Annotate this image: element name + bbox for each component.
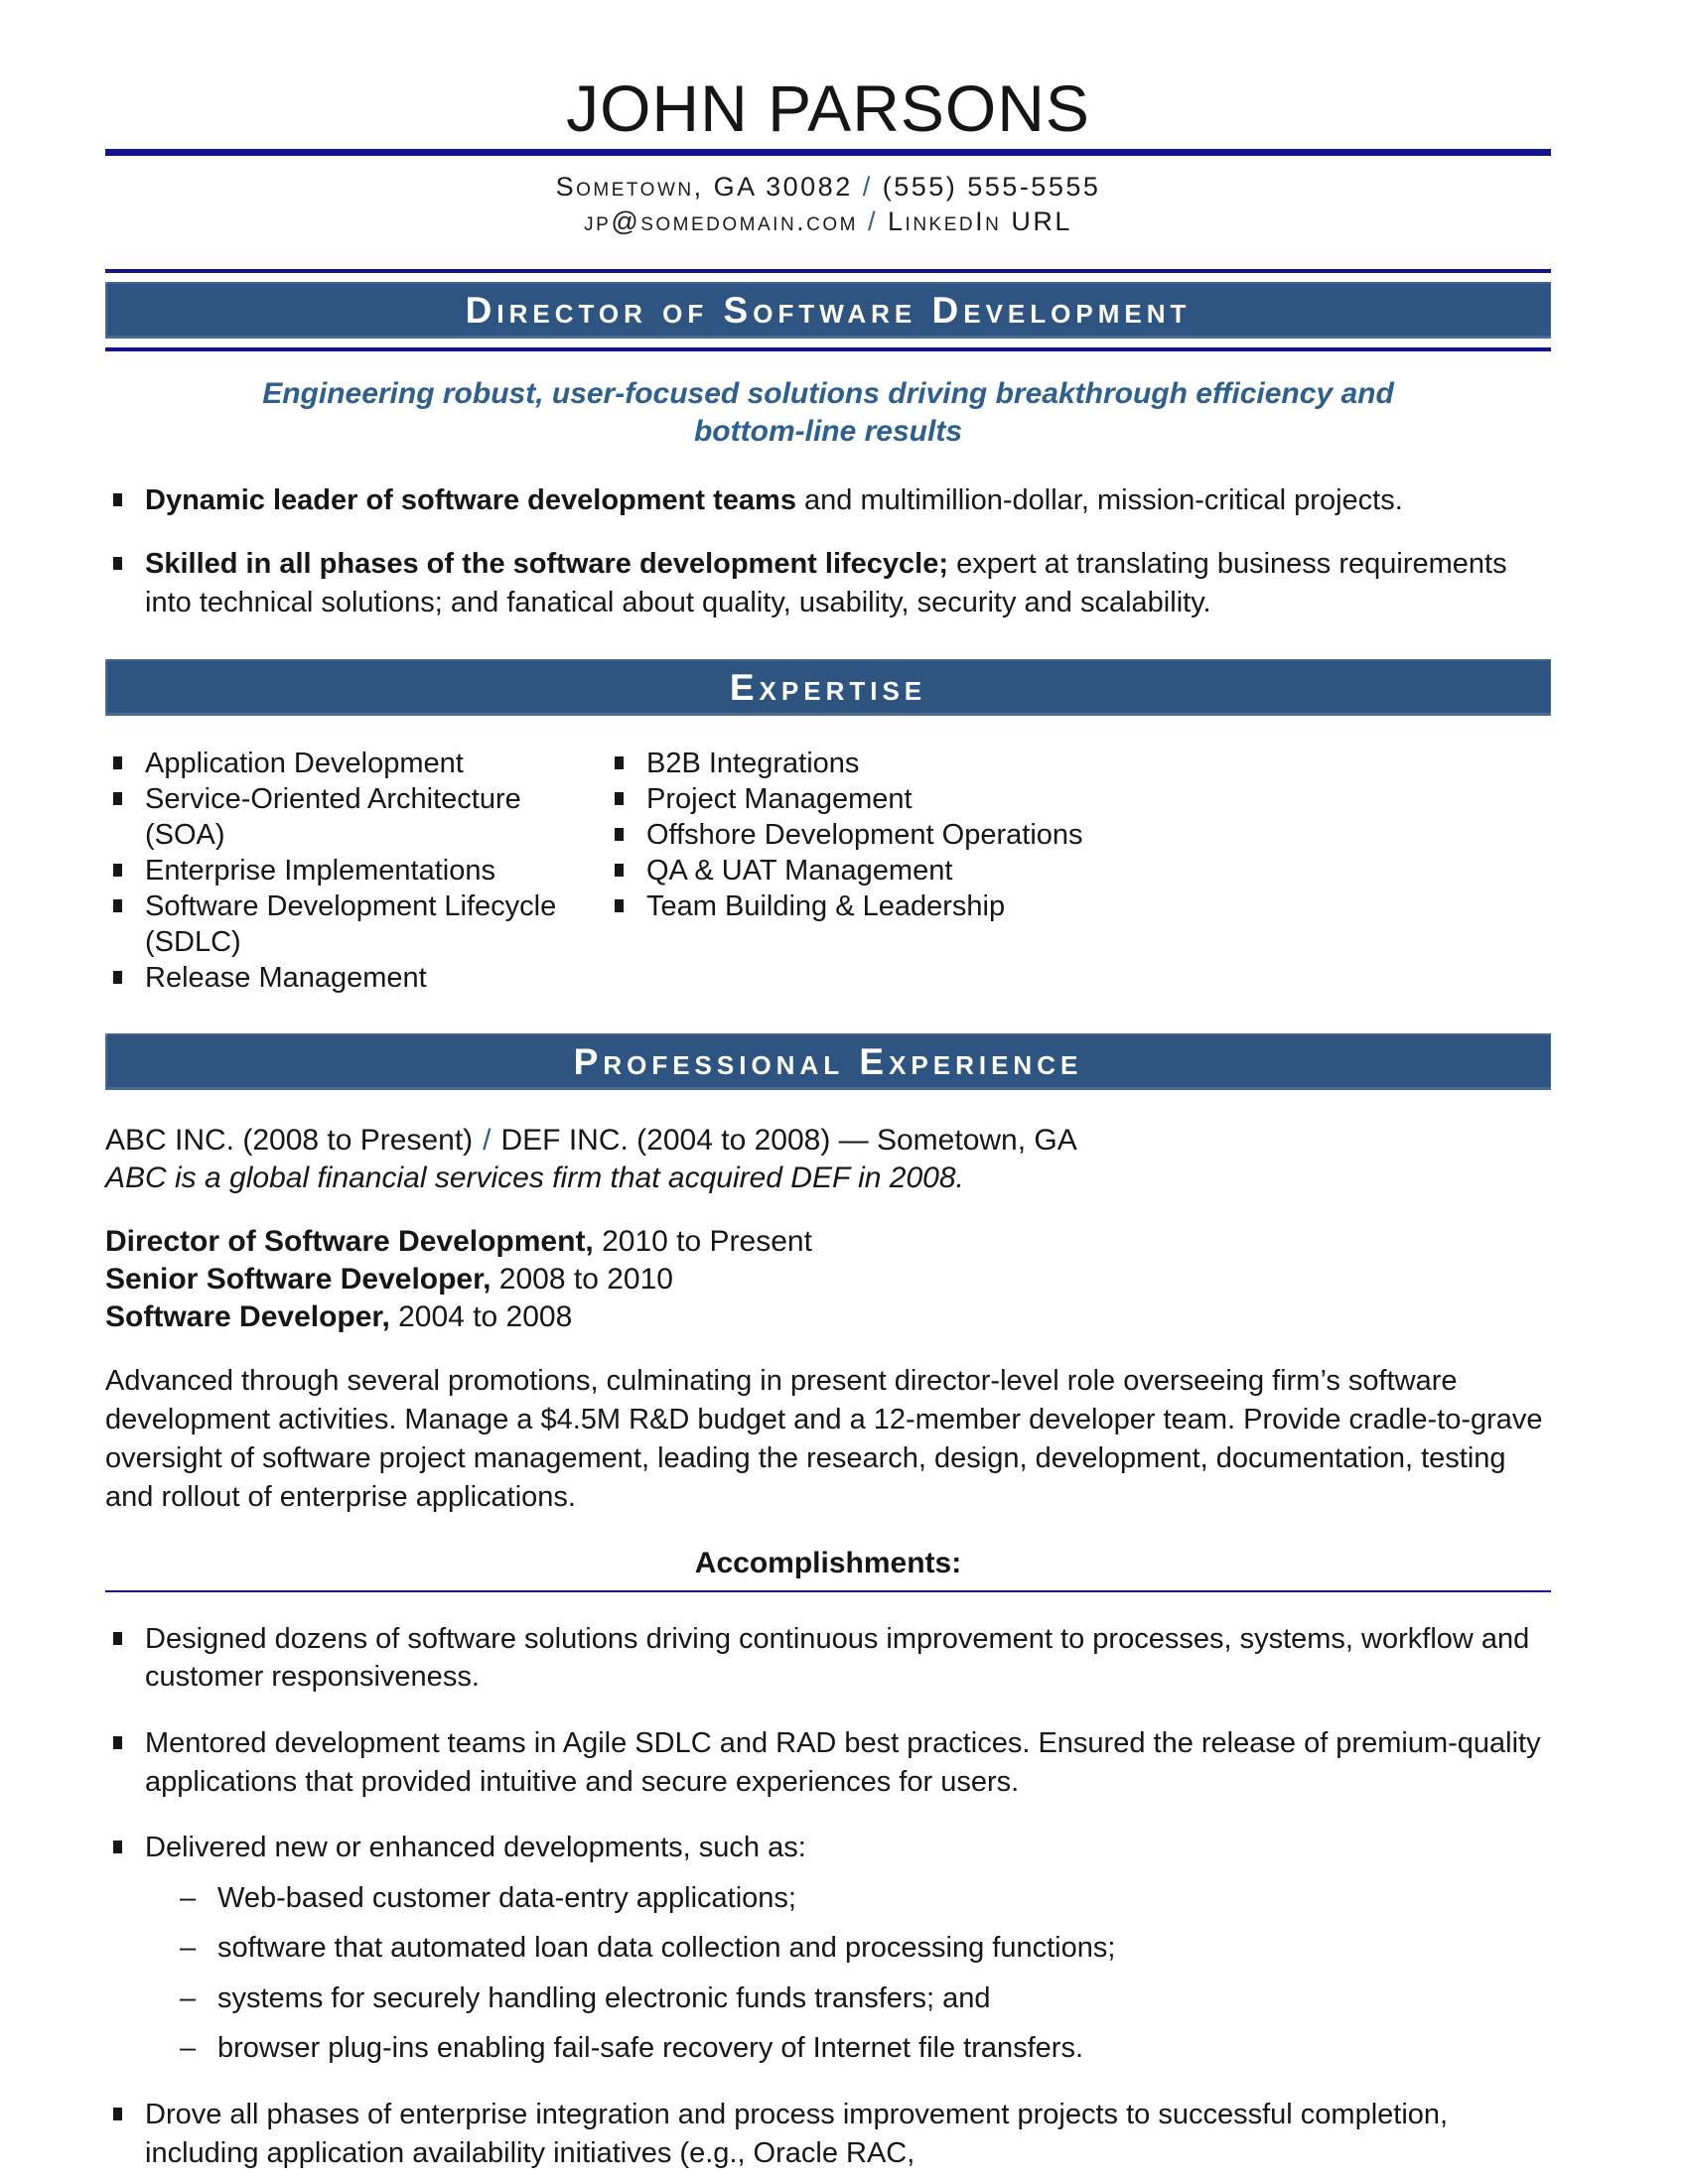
summary-item-text: and multimillion-dollar, mission-critical projects. — [795, 483, 1403, 516]
bullet-marker — [615, 756, 624, 769]
role-title: Senior Software Developer, — [105, 1263, 492, 1297]
expertise-item — [105, 888, 607, 960]
sub-bullet-item — [145, 2029, 1551, 2068]
expertise-item-text: Enterprise Implementations — [145, 855, 495, 887]
contact-line-2 — [105, 205, 1551, 239]
company-note: ABC is a global financial services firm that acquired DEF in 2008. — [105, 1161, 964, 1195]
bullet-marker — [615, 828, 624, 841]
sub-bullet-item — [145, 1879, 1551, 1918]
expertise-item — [105, 960, 607, 996]
contact-email: jp@somedomain.com — [584, 206, 859, 236]
bullet-marker — [113, 899, 122, 912]
contact-info — [105, 170, 1551, 239]
title-band-text: Director of Software Development — [465, 290, 1192, 331]
accomplishment-text: Mentored development teams in Agile SDLC and RAD best practices. Ensured the release of premium-quality applications that provided intuitive and secure experiences for users. — [145, 1727, 1541, 1798]
expertise-heading: Expertise — [729, 667, 927, 709]
bullet-marker — [615, 864, 624, 877]
accomplishment-text: Designed dozens of software solutions driving continuous improvement to processes, systems, workflow and customer responsiveness. — [145, 1622, 1530, 1694]
experience-block — [105, 1122, 1551, 2172]
expertise-item — [607, 781, 1551, 817]
company-line — [105, 1122, 1551, 1160]
expertise-item — [607, 817, 1551, 853]
sub-bullet-list — [145, 1879, 1551, 2068]
experience-summary: Advanced through several promotions, culminating in present director-level role overseeing firm’s software development activities. Manage a $4.5M R&D budget and a 12-member developer team. Provide cradle-to-grave oversight of software project management, leading the research, design, development, documentation, testing and rollout of enterprise applications. — [105, 1365, 1543, 1514]
sub-bullet-text: browser plug-ins enabling fail-safe recovery of Internet file transfers. — [217, 2032, 1084, 2065]
bullet-marker — [113, 864, 122, 877]
accomplishment-item — [105, 1829, 1551, 2068]
bullet-marker — [113, 756, 122, 769]
expertise-item — [607, 746, 1551, 781]
experience-heading: Professional Experience — [573, 1041, 1083, 1083]
candidate-name: JOHN PARSONS — [566, 71, 1090, 145]
bullet-marker — [113, 1632, 122, 1645]
summary-item — [105, 545, 1551, 621]
dash-marker: – — [180, 1881, 197, 1914]
dash-marker: – — [180, 1932, 197, 1965]
role-line — [105, 1298, 1551, 1336]
contact-location: Sometown, GA 30082 — [555, 172, 853, 202]
sub-bullet-text: Web-based customer data-entry applications; — [217, 1881, 796, 1914]
expertise-item-text: Software Development Lifecycle (SDLC) — [145, 890, 557, 959]
bullet-marker — [113, 792, 122, 805]
contact-separator: / — [868, 206, 879, 236]
expertise-item-text: B2B Integrations — [646, 748, 860, 780]
role-title: Director of Software Development, — [105, 1225, 594, 1259]
bullet-marker — [113, 557, 122, 570]
contact-linkedin: LinkedIn URL — [888, 206, 1072, 236]
summary-item — [105, 481, 1551, 520]
expertise-item-text: QA & UAT Management — [646, 855, 953, 887]
accomplishment-item — [105, 2096, 1551, 2172]
roles-list — [105, 1223, 1551, 1336]
contact-line-1 — [105, 170, 1551, 205]
bullet-marker — [113, 2108, 122, 2120]
accomplishment-text: Drove all phases of enterprise integration and process improvement projects to successful completion, including application availability initiatives (e.g., Oracle RAC, — [145, 2098, 1449, 2169]
expertise-columns — [105, 746, 1551, 996]
expertise-band — [105, 659, 1551, 716]
tagline: Engineering robust, user-focused solutions driving breakthrough efficiency and bottom-line results — [262, 377, 1394, 449]
expertise-list-left — [105, 746, 607, 996]
summary-item-text: expert at translating business requirements into technical solutions; and fanatical about quality, usability, security and scalability. — [145, 548, 1507, 618]
role-dates: 2008 to 2010 — [491, 1263, 673, 1297]
role-line — [105, 1261, 1551, 1298]
expertise-item — [105, 853, 607, 888]
title-band-group — [105, 269, 1551, 351]
bullet-marker — [113, 1736, 122, 1749]
bullet-marker — [615, 792, 624, 805]
sub-bullet-item — [145, 1979, 1551, 2018]
expertise-item — [607, 888, 1551, 924]
title-band-rule-bottom — [105, 347, 1551, 351]
header-rule — [105, 149, 1551, 156]
company-secondary: DEF INC. (2004 to 2008) — Sometown, GA — [500, 1124, 1077, 1158]
accomplishments-heading: Accomplishments: — [105, 1547, 1551, 1592]
expertise-item-text: Application Development — [145, 748, 464, 780]
bullet-marker — [615, 899, 624, 912]
company-primary: ABC INC. (2008 to Present) — [105, 1124, 474, 1158]
bullet-marker — [113, 971, 122, 984]
role-dates: 2004 to 2008 — [389, 1300, 573, 1334]
bullet-marker — [113, 1841, 122, 1853]
accomplishment-item — [105, 1620, 1551, 1697]
expertise-item-text: Project Management — [646, 783, 913, 816]
accomplishments-list — [105, 1620, 1551, 2172]
sub-bullet-text: systems for securely handling electronic funds transfers; and — [217, 1981, 991, 2014]
accomplishment-item — [105, 1724, 1551, 1801]
expertise-item-text: Offshore Development Operations — [646, 819, 1083, 852]
expertise-item-text: Team Building & Leadership — [646, 890, 1006, 923]
sub-bullet-item — [145, 1929, 1551, 1968]
role-line — [105, 1223, 1551, 1261]
expertise-item — [607, 853, 1551, 888]
expertise-item — [105, 781, 607, 853]
dash-marker: – — [180, 2032, 197, 2065]
title-band — [105, 282, 1551, 339]
contact-phone: (555) 555-5555 — [882, 172, 1101, 202]
role-title: Software Developer, — [105, 1300, 390, 1334]
expertise-item — [105, 746, 607, 781]
bullet-marker — [113, 493, 122, 506]
dash-marker: – — [180, 1981, 197, 2014]
experience-band — [105, 1033, 1551, 1090]
role-dates: 2010 to Present — [593, 1225, 812, 1259]
contact-separator: / — [862, 172, 873, 202]
summary-item-bold: Dynamic leader of software development teams — [145, 483, 796, 516]
summary-item-bold: Skilled in all phases of the software development lifecycle; — [145, 548, 949, 581]
expertise-list-right — [607, 746, 1551, 996]
title-band-rule-top — [105, 269, 1551, 273]
sub-bullet-text: software that automated loan data collection and processing functions; — [217, 1932, 1116, 1965]
accomplishment-text: Delivered new or enhanced developments, such as: — [145, 1832, 806, 1864]
expertise-item-text: Release Management — [145, 962, 427, 995]
company-separator: / — [483, 1124, 492, 1158]
expertise-item-text: Service-Oriented Architecture (SOA) — [145, 783, 521, 852]
summary-list — [105, 481, 1551, 622]
